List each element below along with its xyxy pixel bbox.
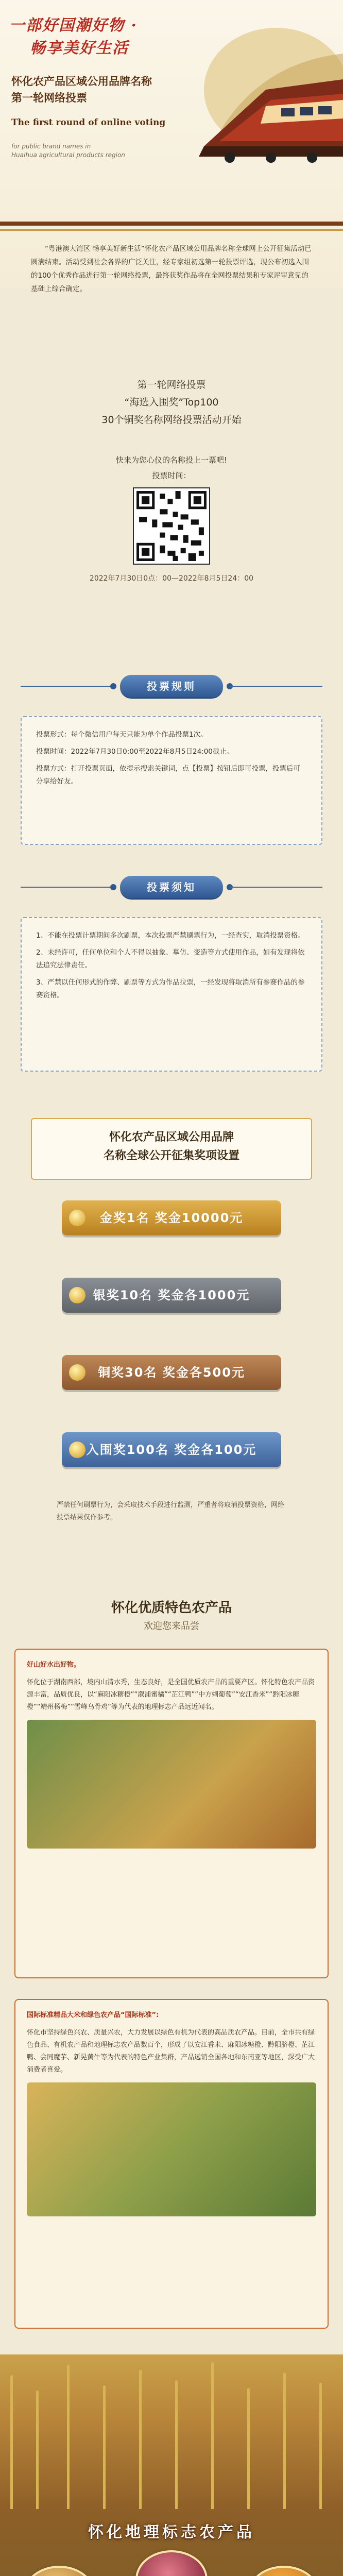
rail-divider (0, 222, 343, 226)
product-item[interactable] (133, 2550, 210, 2576)
rule-item: 投票形式：每个微信用户每天只能为单个作品投票1次。 (36, 731, 208, 739)
banner-line-left (21, 887, 113, 888)
gold-award (62, 1200, 281, 1235)
products-subheading: 欢迎您来品尝 (144, 1621, 199, 1632)
rail-divider-gold (0, 229, 343, 231)
vote-time: 2022年7月30日0点：00—2022年8月5日24：00 (89, 574, 254, 583)
banner-dot-left (110, 683, 116, 689)
notice-card (21, 917, 322, 1072)
product-item[interactable] (245, 2566, 322, 2576)
rice-stalk (283, 2372, 286, 2509)
hero-english-title: The first round of online voting (11, 117, 166, 128)
banner-line-left (21, 686, 113, 687)
hero-title (11, 73, 152, 106)
banner-line-right (230, 686, 322, 687)
banner-dot-left (110, 884, 116, 890)
coin-icon (69, 1442, 85, 1458)
notice-banner-title: 投票须知 (120, 876, 223, 899)
entry-award-label: 入围奖100名 奖金各100元 (86, 1443, 257, 1457)
rice-stalk (67, 2365, 70, 2509)
train-illustration-icon (188, 18, 343, 182)
entry-award (62, 1432, 281, 1467)
notice-item: 1、不能在投票计票期间多次刷票，本次投票严禁刷票行为，一经查实，取消投票资格。 (36, 931, 305, 940)
product-story-text: 怀化市坚持绿色兴农、质量兴农，大力发展以绿色有机为代表的高品质农产品。目前，全市共有绿色食品、有机农产品和地理标志农产品数百个，形成了以安江香米、麻阳冰糖橙、黔阳脐橙、芷江鸭、会同魔芋、新晃黄牛等为代表的特色产业集群，产品远销全国各地和东南亚等地区，深受广大消费者喜爱。 (27, 2029, 315, 2074)
notice-banner (0, 871, 343, 904)
vote-qr-code[interactable] (133, 487, 210, 565)
rule-item: 投票方式：打开投票页面，依提示搜索关键词，点【投票】按钮后即可投票，投票后可分享给好友。 (36, 765, 300, 786)
rules-card (21, 716, 322, 845)
qr-code-icon (134, 488, 209, 564)
rice-stalk (139, 2370, 142, 2509)
gold-award-label: 金奖1名 奖金10000元 (99, 1211, 244, 1225)
silver-award (62, 1278, 281, 1313)
product-story-title: 国际标准精品大米和绿色农产品“国际标准”: (27, 2011, 159, 2019)
product-story-card-2 (14, 1999, 329, 2329)
rice-stalk (211, 2362, 214, 2509)
product-item[interactable] (21, 2566, 98, 2576)
product-photo (135, 2550, 208, 2576)
product-story-text: 怀化位于湖南西部，境内山清水秀，生态良好，是全国优质农产品的重要产区。怀化特色农产品资源丰富，品质优良，以“麻阳冰糖橙”“溆浦蜜橘”“芷江鸭”“中方刺葡萄”“安江香米”“黔阳冰糖橙”“靖州杨梅”“雪峰乌骨鸡”等为代表的地理标志产品远近闻名。 (27, 1679, 315, 1711)
notice-item: 2、未经许可，任何单位和个人不得以抽象、摹仿、变造等方式使用作品，如有发现将依法追究法律责任。 (36, 948, 305, 970)
hero-english-subtitle: for public brand names in Huaihua agricultural products region (11, 143, 125, 159)
hero-intro-text: “粤港澳大湾区 畅享美好新生活”怀化农产品区域公用品牌名称全球网上公开征集活动已圆满结束。活动受到社会各界的广泛关注，经专家组初选第一轮投票评选，现公布初选入围的100个优秀作品进行第一轮网络投票，最终获奖作品将在全网投票结果和专家评审意见的基础上综合确定。 (31, 245, 312, 293)
bronze-award-label: 铜奖30名 奖金各500元 (98, 1365, 245, 1380)
vote-time-caption: 投票时间： (152, 471, 191, 480)
rules-banner-title: 投票规则 (120, 675, 223, 698)
vote-title-line-2: “海选入围奖”Top100 (124, 397, 219, 408)
rice-stalk (319, 2383, 322, 2509)
rice-stalk (247, 2388, 250, 2509)
qr-caption: 快来为您心仪的名称投上一票吧! (115, 455, 227, 465)
products-intro-section (0, 1587, 343, 2349)
geo-products-title: 怀化地理标志农产品 (88, 2523, 255, 2541)
vote-info-section (0, 361, 343, 649)
coin-icon (69, 1364, 85, 1381)
rice-stalk (10, 2375, 13, 2509)
banner-line-right (230, 887, 322, 888)
notice-item: 3、严禁以任何形式的作弊、刷票等方式为作品拉票，一经发现将取消所有参赛作品的参赛资格。 (36, 978, 305, 999)
silver-award-label: 银奖10名 奖金各1000元 (93, 1288, 250, 1302)
vote-title-line-1: 第一轮网络投票 (137, 379, 206, 391)
rules-banner (0, 670, 343, 703)
bronze-award (62, 1355, 281, 1390)
vote-title (0, 376, 343, 429)
product-photo (27, 2082, 316, 2216)
rice-field-photo (0, 2354, 343, 2509)
product-story-title: 好山好水出好物。 (27, 1661, 81, 1669)
product-photo (248, 2566, 320, 2576)
vote-title-line-3: 30个铜奖名称网络投票活动开始 (101, 414, 242, 426)
rice-stalk (103, 2385, 106, 2509)
slogan-line-2: 畅享美好生活 (30, 39, 129, 57)
awards-heading-line-1: 怀化农产品区域公用品牌 (109, 1130, 234, 1144)
hero-title-line-2: 第一轮网络投票 (11, 91, 87, 104)
product-photo (27, 1720, 316, 1849)
awards-note: 严禁任何刷票行为，会采取技术手段进行监测，严重者将取消投票资格，网络投票结果仅作参考。 (57, 1501, 285, 1521)
rice-stalk (36, 2391, 39, 2509)
hero-title-line-1: 怀化农产品区域公用品牌名称 (11, 75, 152, 88)
hero-section (0, 0, 343, 293)
products-heading: 怀化优质特色农产品 (111, 1600, 232, 1616)
product-story-card-1 (14, 1649, 329, 1978)
rule-item: 投票时间：2022年7月30日0:00至2022年8月5日24:00截止。 (36, 748, 234, 756)
coin-icon (69, 1287, 85, 1303)
rice-stalk (175, 2380, 178, 2509)
awards-heading-line-2: 名称全球公开征集奖项设置 (103, 1149, 239, 1162)
hero-slogan (9, 14, 138, 60)
geo-products-section (0, 2509, 343, 2576)
slogan-line-1: 一部好国潮好物 · (9, 16, 138, 35)
coin-icon (69, 1210, 85, 1226)
product-photo (23, 2566, 95, 2576)
